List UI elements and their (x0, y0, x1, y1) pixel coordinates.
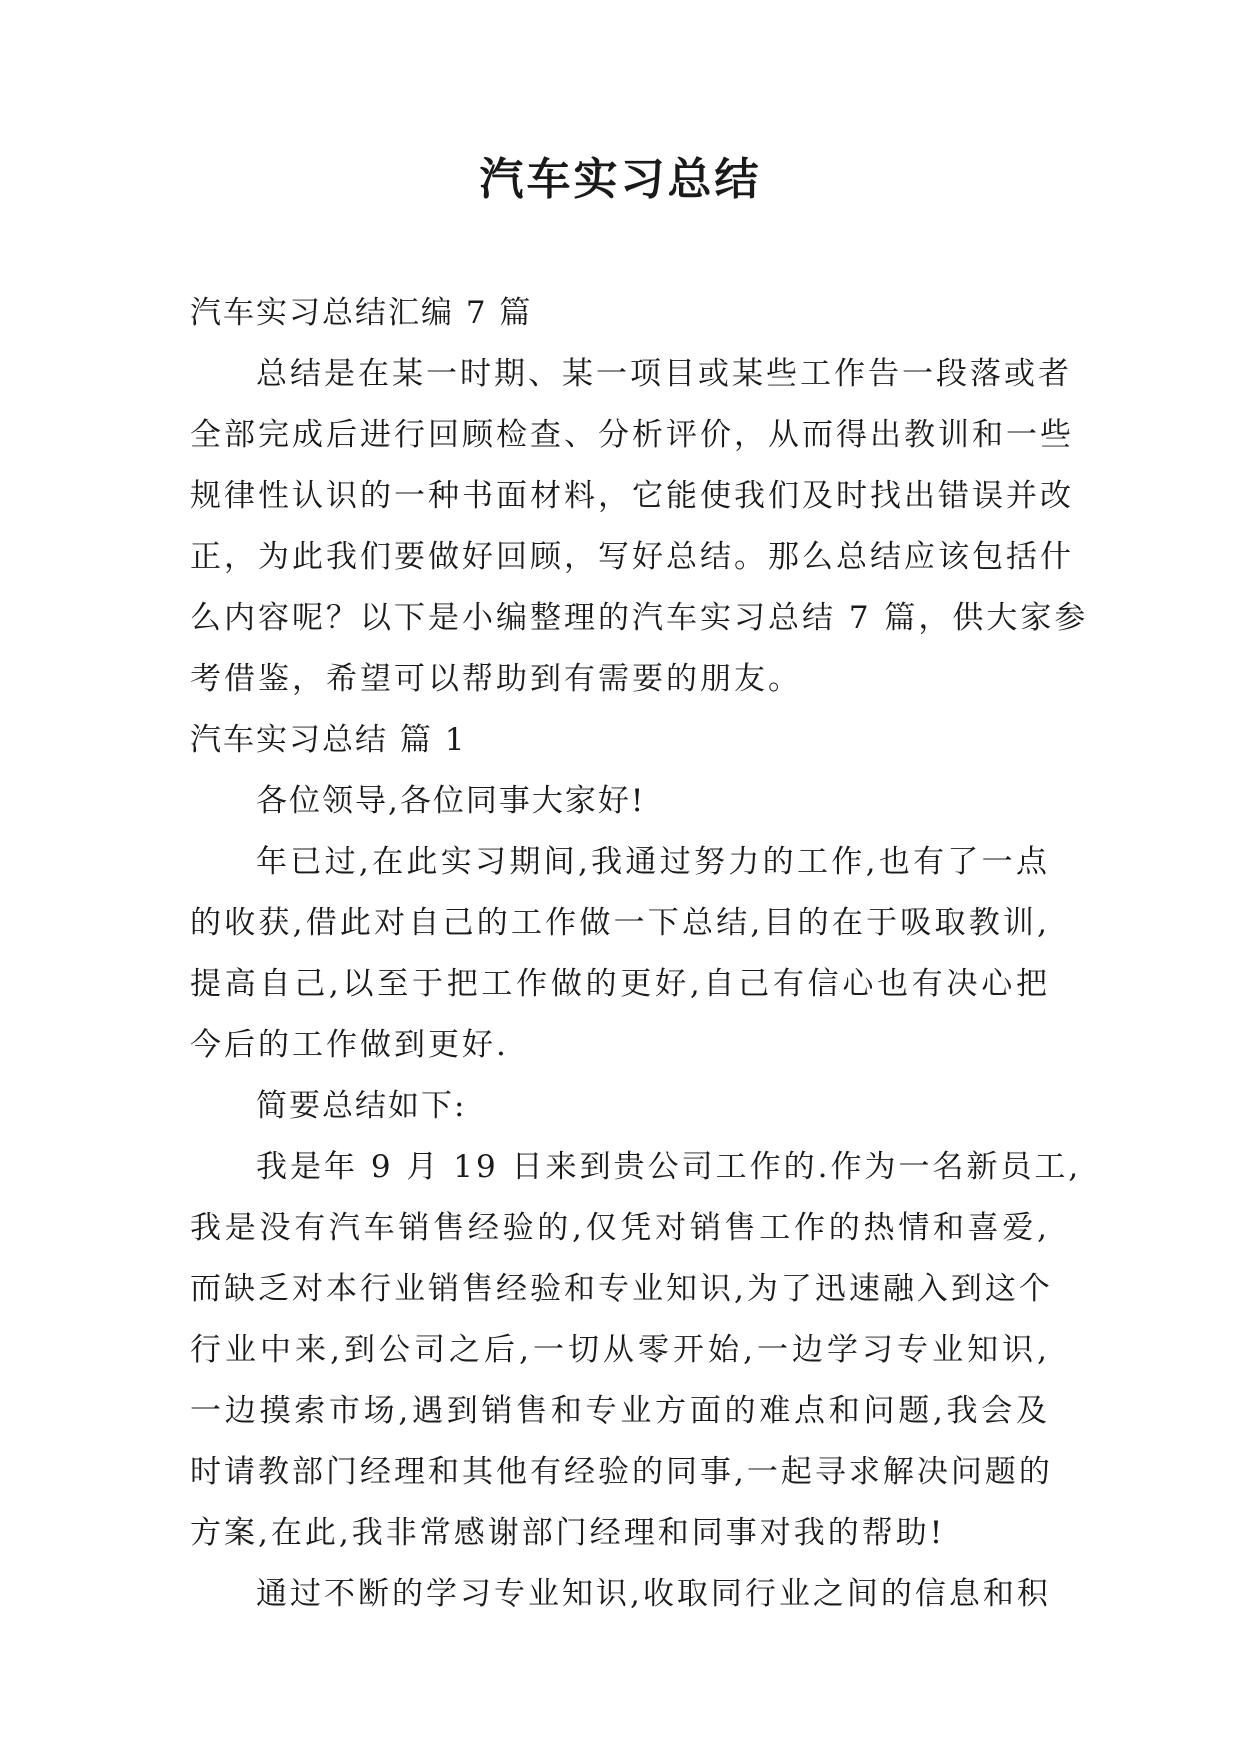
text-line: 考借鉴，希望可以帮助到有需要的朋友。 (190, 661, 802, 697)
text-line: 提高自己,以至于把工作做的更好,自己有信心也有决心把 (190, 966, 1050, 1002)
text-line: 一边摸索市场,遇到销售和专业方面的难点和问题,我会及 (190, 1393, 1050, 1429)
section-heading: 汽车实习总结 篇 1 (190, 722, 467, 758)
document-title: 汽车实习总结 (479, 154, 762, 205)
text-line: 方案,在此,我非常感谢部门经理和同事对我的帮助! (190, 1515, 946, 1551)
section-heading: 汽车实习总结汇编 7 篇 (190, 295, 533, 331)
text-line: 我是没有汽车销售经验的,仅凭对销售工作的热情和喜爱, (190, 1210, 1050, 1246)
text-line: 的收获,借此对自己的工作做一下总结,目的在于吸取教训, (190, 905, 1050, 941)
text-line: 各位领导,各位同事大家好! (256, 783, 646, 819)
text-line: 时请教部门经理和其他有经验的同事,一起寻求解决问题的 (190, 1454, 1053, 1490)
text-line: 我是年 9 月 19 日来到贵公司工作的.作为一名新员工, (256, 1149, 1082, 1185)
text-line: 正，为此我们要做好回顾，写好总结。那么总结应该包括什 (190, 539, 1074, 575)
text-line: 而缺乏对本行业销售经验和专业知识,为了迅速融入到这个 (190, 1271, 1053, 1307)
text-line: 总结是在某一时期、某一项目或某些工作告一段落或者 (256, 356, 1072, 392)
document-body (190, 283, 1089, 1625)
text-line: 年已过,在此实习期间,我通过努力的工作,也有了一点 (256, 844, 1050, 880)
text-line: 今后的工作做到更好. (190, 1027, 509, 1063)
text-line: 么内容呢？以下是小编整理的汽车实习总结 7 篇，供大家参 (190, 600, 1089, 636)
text-line: 行业中来,到公司之后,一切从零开始,一边学习专业知识, (190, 1332, 1050, 1368)
text-line: 简要总结如下: (256, 1088, 467, 1124)
text-line: 规律性认识的一种书面材料，它能使我们及时找出错误并改 (190, 478, 1074, 514)
text-line: 通过不断的学习专业知识,收取同行业之间的信息和积 (256, 1576, 1051, 1612)
text-line: 全部完成后进行回顾检查、分析评价，从而得出教训和一些 (190, 417, 1074, 453)
